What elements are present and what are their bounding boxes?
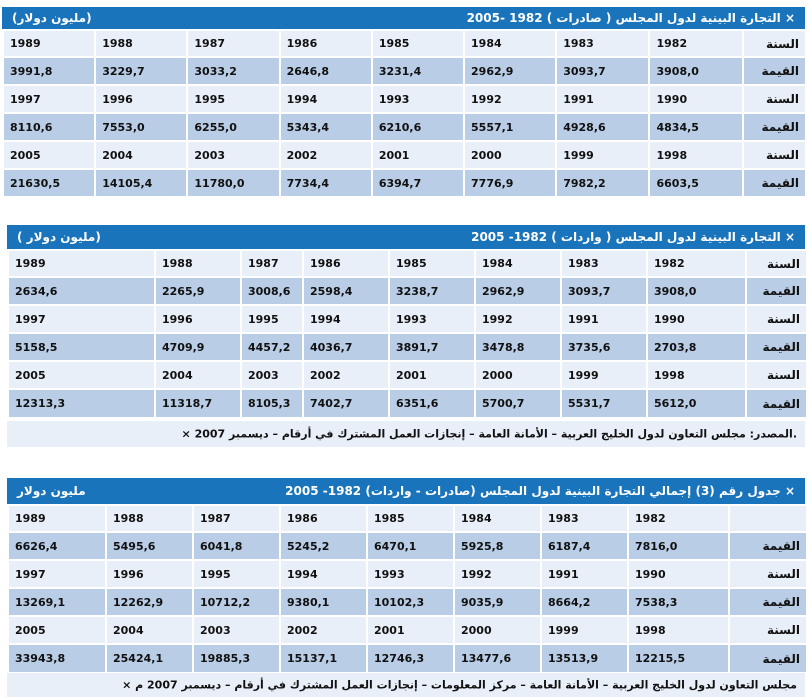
exports-row xyxy=(3,30,805,57)
total-table-block xyxy=(7,478,805,697)
year-cell: 2001 xyxy=(389,361,475,389)
year-cell: 1985 xyxy=(389,250,475,277)
value-cell: 5700,7 xyxy=(475,389,561,417)
value-cell: 6351,6 xyxy=(389,389,475,417)
year-cell: 1994 xyxy=(280,85,372,113)
value-cell: 8105,3 xyxy=(241,389,303,417)
value-cell: 5495,6 xyxy=(106,532,193,560)
total-row xyxy=(8,560,806,588)
year-cell: 2001 xyxy=(372,141,464,169)
value-cell: 21630,5 xyxy=(3,169,95,196)
row-label: السنة xyxy=(746,305,806,333)
year-cell: 2003 xyxy=(193,616,280,644)
exports-row xyxy=(3,85,805,113)
imports-source-note-text: × المصدر: مجلس التعاون لدول الخليج العربية – الأمانة العامة – إنجازات العمل المشترك في أرقام – ديسمبر 2007. xyxy=(181,427,797,441)
value-cell: 2598,4 xyxy=(303,277,389,305)
year-cell: 2000 xyxy=(464,141,556,169)
value-cell: 5343,4 xyxy=(280,113,372,141)
row-label: السنة xyxy=(743,141,805,169)
value-cell: 12215,5 xyxy=(628,644,729,672)
year-cell: 1993 xyxy=(367,560,454,588)
year-cell: 1982 xyxy=(628,505,729,532)
total-row xyxy=(8,588,806,616)
total-source-note-text: × مجلس التعاون لدول الخليج العربية – الأمانة العامة – مركز المعلومات – إنجازات العمل المشترك في أرقام – ديسمبر 2007 م xyxy=(122,678,797,692)
exports-table-unit: (مليون دولار) xyxy=(12,11,92,25)
value-cell: 4928,6 xyxy=(556,113,649,141)
imports-table-unit: ( مليون دولار) xyxy=(17,230,101,244)
year-cell: 1991 xyxy=(556,85,649,113)
year-cell: 1984 xyxy=(464,30,556,57)
imports-row xyxy=(8,250,806,277)
value-cell: 7402,7 xyxy=(303,389,389,417)
year-cell: 1992 xyxy=(464,85,556,113)
row-label: السنة xyxy=(729,616,806,644)
exports-row xyxy=(3,169,805,196)
year-cell: 2003 xyxy=(187,141,279,169)
row-label: السنة xyxy=(743,85,805,113)
exports-table-block xyxy=(2,7,805,204)
exports-data-table xyxy=(2,29,805,196)
year-cell: 1990 xyxy=(628,560,729,588)
value-cell: 2962,9 xyxy=(464,57,556,85)
row-label: القيمة xyxy=(729,588,806,616)
year-cell: 1990 xyxy=(649,85,742,113)
year-cell: 1992 xyxy=(454,560,541,588)
value-cell: 13477,6 xyxy=(454,644,541,672)
value-cell: 5925,8 xyxy=(454,532,541,560)
value-cell: 3735,6 xyxy=(561,333,647,361)
year-cell: 1990 xyxy=(647,305,746,333)
value-cell: 2646,8 xyxy=(280,57,372,85)
imports-source-note xyxy=(7,421,805,447)
year-cell: 1986 xyxy=(280,30,372,57)
value-cell: 2265,9 xyxy=(155,277,241,305)
imports-row xyxy=(8,361,806,389)
value-cell: 7982,2 xyxy=(556,169,649,196)
year-cell: 1987 xyxy=(241,250,303,277)
value-cell: 14105,4 xyxy=(95,169,187,196)
value-cell: 2634,6 xyxy=(8,277,155,305)
value-cell: 6187,4 xyxy=(541,532,628,560)
year-cell: 2005 xyxy=(8,361,155,389)
value-cell: 12746,3 xyxy=(367,644,454,672)
total-source-note xyxy=(7,673,805,697)
value-cell: 19885,3 xyxy=(193,644,280,672)
row-label: القيمة xyxy=(743,57,805,85)
row-label: السنة xyxy=(746,361,806,389)
row-label: القيمة xyxy=(729,644,806,672)
year-cell: 1998 xyxy=(647,361,746,389)
value-cell: 9380,1 xyxy=(280,588,367,616)
year-cell: 1997 xyxy=(3,85,95,113)
value-cell: 6394,7 xyxy=(372,169,464,196)
imports-table-block xyxy=(7,225,805,449)
value-cell: 6041,8 xyxy=(193,532,280,560)
total-row xyxy=(8,616,806,644)
total-row xyxy=(8,505,806,532)
value-cell: 3478,8 xyxy=(475,333,561,361)
value-cell: 10102,3 xyxy=(367,588,454,616)
value-cell: 11318,7 xyxy=(155,389,241,417)
value-cell: 25424,1 xyxy=(106,644,193,672)
value-cell: 13269,1 xyxy=(8,588,106,616)
year-cell: 1993 xyxy=(372,85,464,113)
year-cell: 1999 xyxy=(556,141,649,169)
row-label: القيمة xyxy=(746,277,806,305)
value-cell: 10712,2 xyxy=(193,588,280,616)
exports-row xyxy=(3,113,805,141)
value-cell: 3908,0 xyxy=(647,277,746,305)
year-cell: 2003 xyxy=(241,361,303,389)
year-cell: 2000 xyxy=(454,616,541,644)
year-cell: 2004 xyxy=(155,361,241,389)
year-cell: 2002 xyxy=(280,616,367,644)
row-label: القيمة xyxy=(743,169,805,196)
row-label: القيمة xyxy=(729,532,806,560)
year-cell: 1996 xyxy=(95,85,187,113)
total-data-table xyxy=(7,504,806,672)
value-cell: 6255,0 xyxy=(187,113,279,141)
year-cell: 1994 xyxy=(303,305,389,333)
year-cell: 1999 xyxy=(541,616,628,644)
imports-row xyxy=(8,333,806,361)
row-label xyxy=(729,505,806,532)
total-row xyxy=(8,644,806,672)
row-label: السنة xyxy=(746,250,806,277)
row-label: القيمة xyxy=(746,389,806,417)
value-cell: 3908,0 xyxy=(649,57,742,85)
value-cell: 3891,7 xyxy=(389,333,475,361)
year-cell: 2004 xyxy=(106,616,193,644)
total-table-title: جدول رقم (3) إجمالي التجارة البينية لدول المجلس (صادرات - واردات) 1982- 2005 × xyxy=(285,484,795,498)
year-cell: 1987 xyxy=(193,505,280,532)
year-cell: 2002 xyxy=(280,141,372,169)
year-cell: 1991 xyxy=(541,560,628,588)
imports-table-title: التجارة البينية لدول المجلس ( واردات ) 1982- 2005 × xyxy=(471,230,795,244)
year-cell: 1999 xyxy=(561,361,647,389)
exports-table-title: التجارة البينية لدول المجلس ( صادرات ) 1982 -2005 × xyxy=(466,11,795,25)
value-cell: 5158,5 xyxy=(8,333,155,361)
value-cell: 5531,7 xyxy=(561,389,647,417)
value-cell: 5245,2 xyxy=(280,532,367,560)
value-cell: 2703,8 xyxy=(647,333,746,361)
row-label: القيمة xyxy=(746,333,806,361)
year-cell: 1997 xyxy=(8,305,155,333)
imports-row xyxy=(8,305,806,333)
year-cell: 1995 xyxy=(187,85,279,113)
value-cell: 4834,5 xyxy=(649,113,742,141)
value-cell: 3231,4 xyxy=(372,57,464,85)
year-cell: 2005 xyxy=(3,141,95,169)
value-cell: 7538,3 xyxy=(628,588,729,616)
value-cell: 6210,6 xyxy=(372,113,464,141)
year-cell: 2000 xyxy=(475,361,561,389)
year-cell: 1995 xyxy=(241,305,303,333)
year-cell: 2001 xyxy=(367,616,454,644)
value-cell: 12313,3 xyxy=(8,389,155,417)
imports-row xyxy=(8,277,806,305)
year-cell: 1991 xyxy=(561,305,647,333)
total-row xyxy=(8,532,806,560)
year-cell: 1998 xyxy=(649,141,742,169)
year-cell: 1988 xyxy=(106,505,193,532)
value-cell: 7816,0 xyxy=(628,532,729,560)
year-cell: 1983 xyxy=(556,30,649,57)
value-cell: 4709,9 xyxy=(155,333,241,361)
year-cell: 1988 xyxy=(95,30,187,57)
year-cell: 2005 xyxy=(8,616,106,644)
value-cell: 6603,5 xyxy=(649,169,742,196)
year-cell: 1995 xyxy=(193,560,280,588)
value-cell: 5557,1 xyxy=(464,113,556,141)
year-cell: 1983 xyxy=(541,505,628,532)
value-cell: 6470,1 xyxy=(367,532,454,560)
value-cell: 9035,9 xyxy=(454,588,541,616)
year-cell: 1994 xyxy=(280,560,367,588)
exports-row xyxy=(3,141,805,169)
exports-row xyxy=(3,57,805,85)
value-cell: 3093,7 xyxy=(556,57,649,85)
year-cell: 1996 xyxy=(106,560,193,588)
year-cell: 1987 xyxy=(187,30,279,57)
year-cell: 1985 xyxy=(367,505,454,532)
imports-table-header xyxy=(7,225,805,249)
row-label: السنة xyxy=(743,30,805,57)
year-cell: 2002 xyxy=(303,361,389,389)
total-table-unit: مليون دولار xyxy=(17,484,86,498)
year-cell: 1997 xyxy=(8,560,106,588)
value-cell: 33943,8 xyxy=(8,644,106,672)
year-cell: 1986 xyxy=(303,250,389,277)
total-table-header xyxy=(7,478,805,504)
imports-row xyxy=(8,389,806,417)
row-label: السنة xyxy=(729,560,806,588)
year-cell: 2004 xyxy=(95,141,187,169)
value-cell: 11780,0 xyxy=(187,169,279,196)
year-cell: 1986 xyxy=(280,505,367,532)
year-cell: 1983 xyxy=(561,250,647,277)
value-cell: 3238,7 xyxy=(389,277,475,305)
value-cell: 3008,6 xyxy=(241,277,303,305)
value-cell: 7734,4 xyxy=(280,169,372,196)
value-cell: 7553,0 xyxy=(95,113,187,141)
value-cell: 15137,1 xyxy=(280,644,367,672)
year-cell: 1985 xyxy=(372,30,464,57)
year-cell: 1989 xyxy=(8,250,155,277)
year-cell: 1998 xyxy=(628,616,729,644)
value-cell: 13513,9 xyxy=(541,644,628,672)
exports-table-header xyxy=(2,7,805,29)
value-cell: 3991,8 xyxy=(3,57,95,85)
value-cell: 6626,4 xyxy=(8,532,106,560)
year-cell: 1988 xyxy=(155,250,241,277)
year-cell: 1996 xyxy=(155,305,241,333)
year-cell: 1982 xyxy=(649,30,742,57)
row-label: القيمة xyxy=(743,113,805,141)
value-cell: 7776,9 xyxy=(464,169,556,196)
imports-data-table xyxy=(7,249,806,417)
value-cell: 3093,7 xyxy=(561,277,647,305)
value-cell: 2962,9 xyxy=(475,277,561,305)
value-cell: 3229,7 xyxy=(95,57,187,85)
year-cell: 1989 xyxy=(3,30,95,57)
year-cell: 1984 xyxy=(454,505,541,532)
value-cell: 8664,2 xyxy=(541,588,628,616)
year-cell: 1993 xyxy=(389,305,475,333)
value-cell: 5612,0 xyxy=(647,389,746,417)
year-cell: 1992 xyxy=(475,305,561,333)
year-cell: 1984 xyxy=(475,250,561,277)
value-cell: 4036,7 xyxy=(303,333,389,361)
year-cell: 1982 xyxy=(647,250,746,277)
value-cell: 12262,9 xyxy=(106,588,193,616)
value-cell: 8110,6 xyxy=(3,113,95,141)
value-cell: 4457,2 xyxy=(241,333,303,361)
value-cell: 3033,2 xyxy=(187,57,279,85)
year-cell: 1989 xyxy=(8,505,106,532)
